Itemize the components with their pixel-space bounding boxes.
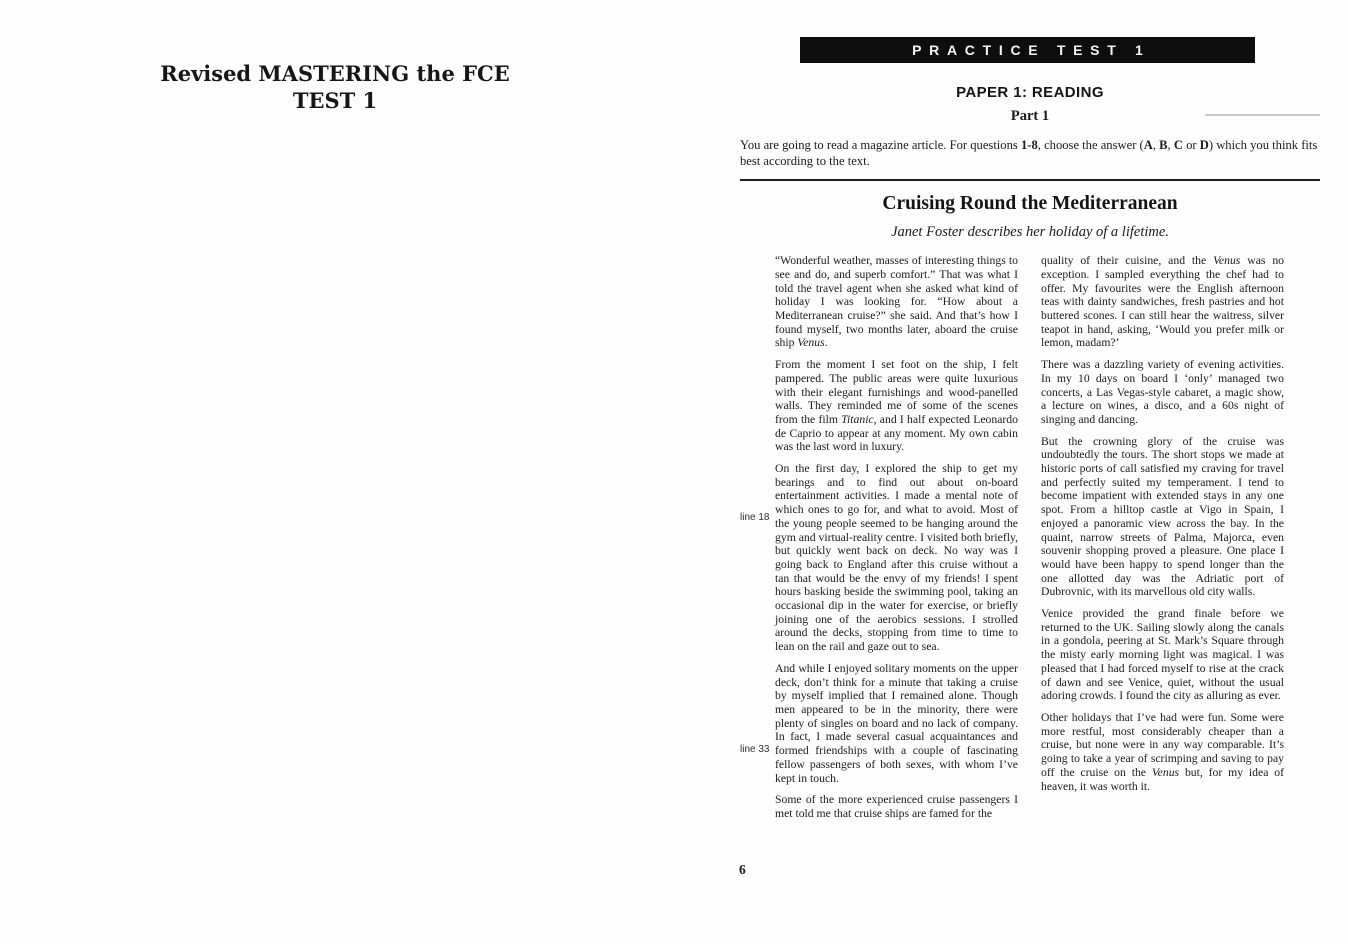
line-marker-18: line 18	[740, 512, 770, 523]
text-segment: But the crowning glory of the cruise was undoubtedly the tours. The short stops we made at historic ports of call satisfied my craving for travel and perfectly suited my temperament. I tend to become impatient with extended stays in any one spot. From a hilltop castle at Vigo in Spain, I enjoyed a panoramic view across the bay. In the quaint, narrow streets of Palma, Majorca, even souvenir shopping proved a pleasure. One place I would have been happy to spend longer than the one allotted day was the Adriatic port of Dubrovnic, with its marvellous old city walls.	[1041, 434, 1284, 599]
text-segment: , choose the answer (	[1037, 138, 1144, 152]
article-paragraph	[775, 662, 1018, 785]
book-title-line1: Revised MASTERING the FCE	[160, 61, 510, 86]
text-segment: Some of the more experienced cruise passengers I met told me that cruise ships are famed for the	[775, 793, 1018, 820]
article-paragraph	[1041, 254, 1284, 350]
article-title: Cruising Round the Mediterranean	[882, 193, 1178, 215]
article-column-right	[1041, 254, 1284, 828]
article-subtitle: Janet Foster describes her holiday of a lifetime.	[891, 224, 1169, 241]
text-segment: Other holidays that I’ve had were fun. Some were more restful, most considerably cheaper than a cruise, but none were in any way comparable. It’s going to take a year of scrimping and saving to pay off the cruise on the	[1041, 710, 1284, 779]
article-paragraph	[775, 462, 1018, 654]
page-number: 6	[739, 862, 746, 877]
article-paragraph	[1041, 435, 1284, 599]
text-segment: ) which you think fits best according to the text.	[740, 138, 1318, 168]
text-segment: A	[1143, 138, 1153, 152]
text-segment: Venus	[797, 336, 825, 350]
text-segment: From the moment I set foot on the ship, I felt pampered. The public areas were quite luxurious with their elegant furnishings and wood-panelled walls. They reminded me of some of the scenes from the film	[775, 358, 1018, 426]
text-segment: On the first day, I explored the ship to get my bearings and to find out about on-board entertainment activities. I made a mental note of which ones to go for, and what to avoid. Most of the young people seemed to be hanging around the gym and virtual-reality centre. I visited both briefly, but quickly went back on deck. No way was I going back to England after this cruise without a tan that would be the envy of my friends! I spent hours basking beside the swimming pool, taking an occasional dip in the water for exercise, or briefly joining one of the aerobics sessions. I strolled around the decks, stopping from time to time to lean on the rail and gaze out to sea.	[775, 462, 1018, 654]
divider-rule	[740, 179, 1320, 181]
text-segment: And while I enjoyed solitary moments on the upper deck, don’t think for a minute that taking a cruise by myself implied that I remained alone. Though men appeared to be in the minority, there were plenty of singles on board and no lack of company. In fact, I made several casual acquaintances and formed friendships with a couple of fascinating fellow passengers of both sexes, with whom I’ve kept in touch.	[775, 661, 1018, 785]
text-segment: D	[1199, 138, 1209, 152]
text-segment: 1-8	[1020, 138, 1038, 152]
article-body	[775, 254, 1285, 828]
test-page	[740, 0, 1320, 829]
article-paragraph	[775, 254, 1018, 350]
text-segment: but, for my idea of heaven, it was worth it.	[1041, 765, 1284, 793]
text-segment: .	[824, 336, 828, 350]
text-segment: ,	[1167, 138, 1174, 152]
text-segment: ,	[1152, 138, 1160, 152]
text-segment: B	[1159, 138, 1168, 152]
article-paragraph	[1041, 711, 1284, 793]
line-marker-33: line 33	[740, 744, 770, 755]
article-paragraph	[1041, 607, 1284, 703]
text-segment: There was a dazzling variety of evening activities. In my 10 days on board I ‘only’ managed two concerts, a Las Vegas-style cabaret, a magic show, a lecture on wines, a disco, and a 60s night of singing and dancing.	[1041, 358, 1284, 426]
instructions-text	[740, 138, 1320, 169]
text-segment: “Wonderful weather, masses of interesting things to see and do, and superb comfort.” That was what I told the travel agent when she asked what kind of holiday I was looking for. “How about a Mediterranean cruise?” she said. And that’s how I found myself, two months later, aboard the cruise ship	[775, 254, 1018, 350]
text-segment: Venus	[1213, 254, 1241, 268]
text-segment: or	[1182, 138, 1200, 152]
article-column-left	[775, 254, 1018, 828]
text-segment: You are going to read a magazine article. For questions	[740, 138, 1021, 152]
text-segment: was no exception. I sampled everything the chef had to offer. My favourites were the English afternoon teas with dainty sandwiches, fresh pastries and hot buttered scones. I can still hear the waitress, silver teapot in hand, asking, ‘Would you prefer milk or lemon, madam?’	[1041, 254, 1285, 350]
part-heading: Part 1	[1010, 108, 1050, 124]
book-title-line2: TEST 1	[292, 88, 378, 113]
text-segment: quality of their cuisine, and the	[1041, 254, 1214, 268]
text-segment: Titanic	[841, 412, 874, 426]
text-segment: Venus	[1151, 765, 1180, 779]
text-segment: Venice provided the grand finale before we returned to the UK. Sailing slowly along the canals in a gondola, peering at St. Mark’s Square through the misty early morning light was magical. I was pleased that I had forced myself to rise at the crack of dawn and see Venice, quiet, without the usual adoring crowds. I found the city as alluring as ever.	[1041, 607, 1284, 703]
article-paragraph	[775, 358, 1018, 454]
practice-test-banner	[800, 37, 1255, 63]
book-title	[150, 60, 520, 114]
text-segment: , and I half expected Leonardo de Caprio to appear at any moment. My own cabin was the last word in luxury.	[775, 412, 1018, 454]
paper-heading: PAPER 1: READING	[956, 84, 1104, 101]
text-segment: C	[1173, 138, 1183, 152]
practice-test-banner-label: PRACTICE TEST 1	[912, 42, 1151, 58]
article-paragraph	[775, 793, 1018, 820]
article-paragraph	[1041, 358, 1284, 427]
